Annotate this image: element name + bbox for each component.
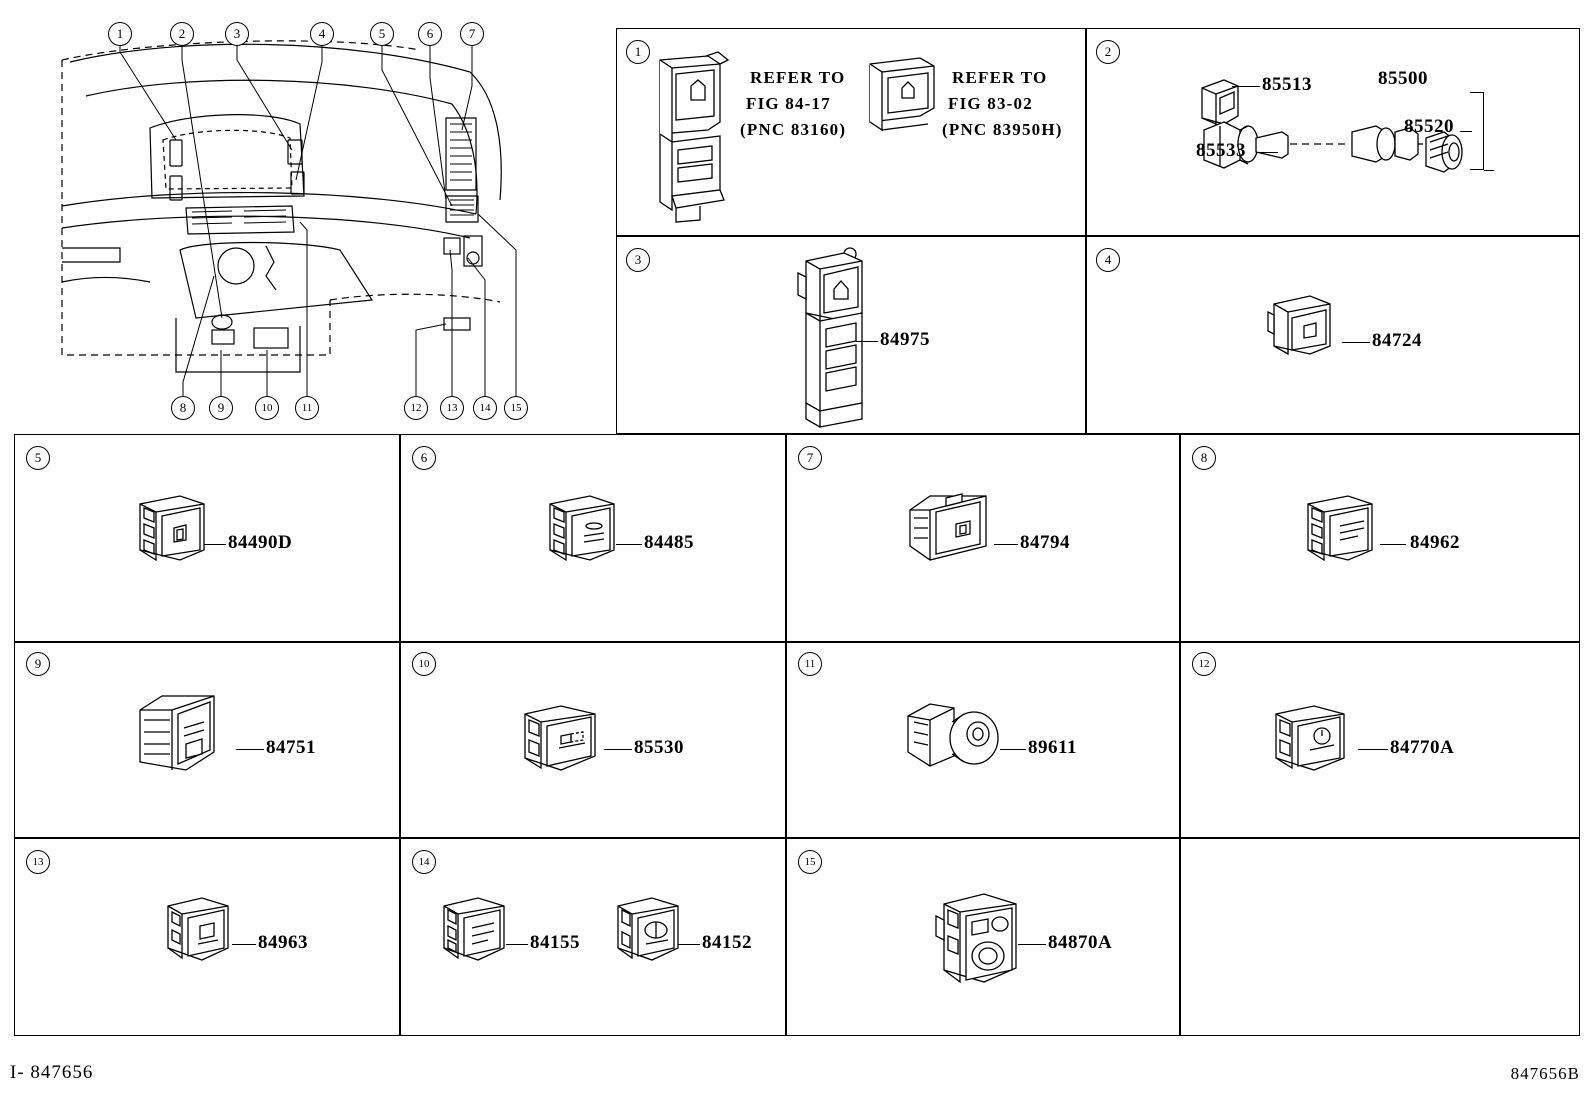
label-85520: 85520 bbox=[1404, 116, 1454, 137]
label-84155: 84155 bbox=[530, 932, 580, 953]
label-84490D: 84490D bbox=[228, 532, 293, 553]
callout-6: 6 bbox=[418, 22, 442, 46]
leader-84975 bbox=[856, 341, 878, 342]
switch-84485-art bbox=[540, 490, 640, 580]
label-84870A: 84870A bbox=[1048, 932, 1113, 953]
cell-13-number: 13 bbox=[26, 850, 50, 874]
label-85530: 85530 bbox=[634, 737, 684, 758]
label-89611: 89611 bbox=[1028, 737, 1077, 758]
leader-85513 bbox=[1232, 86, 1260, 87]
switch-84870A-art bbox=[930, 886, 1040, 996]
switch-84155-art bbox=[434, 892, 529, 977]
leader-85520 bbox=[1484, 170, 1494, 171]
leader-84155 bbox=[506, 944, 528, 945]
cell-15-number: 15 bbox=[798, 850, 822, 874]
leader-84962 bbox=[1380, 544, 1406, 545]
label-84770A: 84770A bbox=[1390, 737, 1455, 758]
cell-empty bbox=[1180, 838, 1580, 1036]
callout-9: 9 bbox=[209, 396, 233, 420]
switch-84724-art bbox=[1264, 290, 1354, 370]
cell-10-number: 10 bbox=[412, 652, 436, 676]
label-84975: 84975 bbox=[880, 329, 930, 350]
callout-4: 4 bbox=[310, 22, 334, 46]
callout-13: 13 bbox=[440, 396, 464, 420]
callout-12: 12 bbox=[404, 396, 428, 420]
switch-84490D-art bbox=[130, 490, 230, 580]
callout-11: 11 bbox=[295, 396, 319, 420]
callout-14: 14 bbox=[473, 396, 497, 420]
leader-84724 bbox=[1342, 342, 1370, 343]
leader-84963 bbox=[232, 944, 256, 945]
cell-4-number: 4 bbox=[1096, 248, 1120, 272]
callout-10: 10 bbox=[255, 396, 279, 420]
label-84724: 84724 bbox=[1372, 330, 1422, 351]
leader-84485 bbox=[616, 544, 642, 545]
label-85533: 85533 bbox=[1196, 140, 1246, 161]
callout-5: 5 bbox=[370, 22, 394, 46]
cell-7-number: 7 bbox=[798, 446, 822, 470]
cell-11-number: 11 bbox=[798, 652, 822, 676]
leader-85533 bbox=[1258, 152, 1278, 153]
leader-85530 bbox=[604, 749, 632, 750]
cell-1-refer-b-line1: REFER TO bbox=[952, 68, 1048, 87]
label-85513: 85513 bbox=[1262, 74, 1312, 95]
label-84751: 84751 bbox=[266, 737, 316, 758]
cell-12 bbox=[1180, 642, 1580, 838]
figure-id-left: I- 847656 bbox=[10, 1062, 94, 1083]
cell-6-number: 6 bbox=[412, 446, 436, 470]
figure-id-right: 847656B bbox=[1510, 1064, 1580, 1083]
callout-3: 3 bbox=[225, 22, 249, 46]
switch-assembly-83950H-art bbox=[862, 52, 952, 132]
switch-84962-art bbox=[1298, 490, 1398, 580]
label-84962: 84962 bbox=[1410, 532, 1460, 553]
cell-1-refer-a-line3: (PNC 83160) bbox=[740, 120, 847, 139]
bracket-85500-group bbox=[1470, 92, 1484, 170]
cell-8-number: 8 bbox=[1192, 446, 1216, 470]
leader-84770A bbox=[1358, 749, 1388, 750]
label-84485: 84485 bbox=[644, 532, 694, 553]
instrument-panel-illustration bbox=[0, 0, 600, 436]
switch-85530-art bbox=[515, 700, 620, 785]
leader-84152 bbox=[678, 944, 700, 945]
cell-1-refer-b-line2: FIG 83-02 bbox=[948, 94, 1033, 113]
switch-84963-art bbox=[158, 892, 253, 977]
leader-85500 bbox=[1460, 131, 1472, 132]
callout-8: 8 bbox=[171, 396, 195, 420]
switch-84770A-art bbox=[1266, 700, 1371, 785]
leader-84794 bbox=[994, 544, 1018, 545]
label-84794: 84794 bbox=[1020, 532, 1070, 553]
cell-2-number: 2 bbox=[1096, 40, 1120, 64]
leader-84870A bbox=[1018, 944, 1046, 945]
cell-5-number: 5 bbox=[26, 446, 50, 470]
callout-1: 1 bbox=[108, 22, 132, 46]
cell-14-number: 14 bbox=[412, 850, 436, 874]
label-85500: 85500 bbox=[1378, 68, 1428, 89]
switch-84152-art bbox=[608, 892, 703, 977]
leader-89611 bbox=[1000, 749, 1026, 750]
label-84152: 84152 bbox=[702, 932, 752, 953]
callout-2: 2 bbox=[170, 22, 194, 46]
cell-1-number: 1 bbox=[626, 40, 650, 64]
cell-9-number: 9 bbox=[26, 652, 50, 676]
cell-1-refer-a-line2: FIG 84-17 bbox=[746, 94, 831, 113]
callout-15: 15 bbox=[504, 396, 528, 420]
cell-3-number: 3 bbox=[626, 248, 650, 272]
callout-7: 7 bbox=[460, 22, 484, 46]
switch-84794-art bbox=[900, 488, 1020, 578]
cell-12-number: 12 bbox=[1192, 652, 1216, 676]
leader-84751 bbox=[236, 749, 264, 750]
label-84963: 84963 bbox=[258, 932, 308, 953]
switch-84751-art bbox=[128, 688, 238, 788]
cell-1-refer-a-line1: REFER TO bbox=[750, 68, 846, 87]
sensor-89611-art bbox=[900, 694, 1020, 789]
cell-1-refer-b-line3: (PNC 83950H) bbox=[942, 120, 1063, 139]
leader-84490D bbox=[204, 544, 226, 545]
